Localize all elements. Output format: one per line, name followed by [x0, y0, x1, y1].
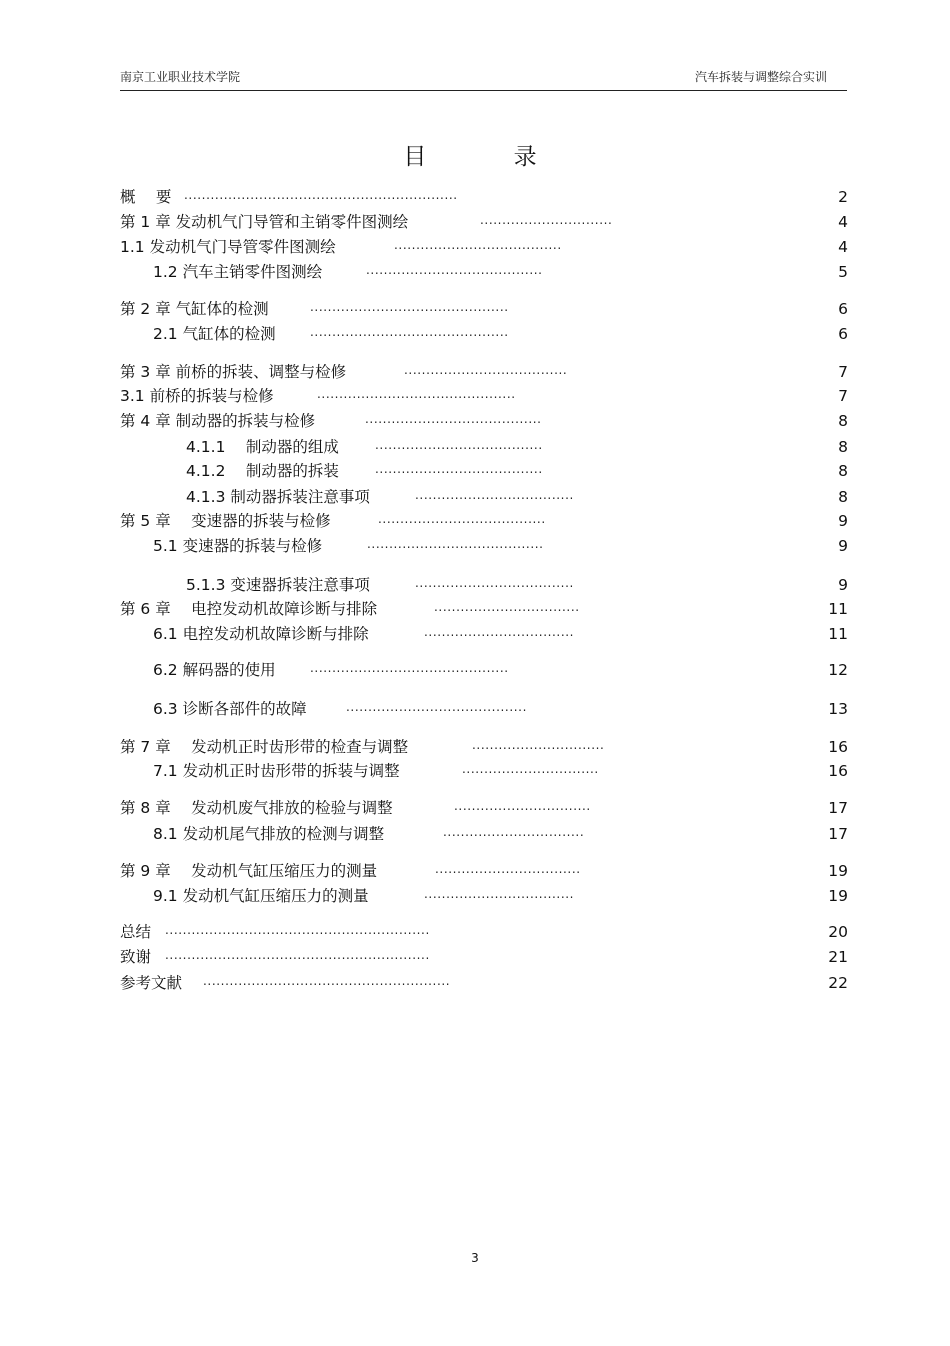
toc-entry-label: 第 4 章 制动器的拆装与检修 — [120, 412, 316, 430]
toc-entry-label: 参考文献 — [120, 974, 183, 992]
toc-entry-label: 第 1 章 发动机气门导管和主销零件图测绘 — [120, 213, 409, 231]
toc-entry[interactable] — [120, 972, 451, 994]
toc-entry-label: 第 2 章 气缸体的检测 — [120, 300, 269, 318]
toc-entry[interactable] — [120, 736, 605, 758]
toc-entry[interactable] — [120, 921, 430, 943]
toc-entry-label: 第 7 章 发动机正时齿形带的检查与调整 — [120, 738, 409, 756]
toc-entry-page: 19 — [828, 862, 848, 880]
toc-entry-page: 17 — [828, 799, 848, 817]
toc-entry-label: 6.1 电控发动机故障诊断与排除 — [153, 625, 369, 643]
toc-entry[interactable] — [153, 760, 599, 782]
toc-entry[interactable] — [120, 946, 430, 968]
toc-dot-leader: ............................... — [454, 799, 591, 813]
toc-entry[interactable] — [153, 885, 575, 907]
toc-entry[interactable] — [120, 797, 591, 819]
toc-entry-page: 12 — [828, 661, 848, 679]
toc-entry-page: 16 — [828, 762, 848, 780]
toc-dot-leader: ..................................... — [404, 363, 568, 377]
toc-entry-page: 11 — [828, 625, 848, 643]
toc-entry-page: 8 — [838, 462, 848, 480]
toc-dot-leader: ................................ — [443, 825, 585, 839]
toc-entry[interactable] — [186, 460, 543, 482]
toc-entry[interactable] — [120, 298, 509, 320]
toc-entry[interactable] — [186, 574, 574, 596]
toc-entry-page: 8 — [838, 438, 848, 456]
toc-dot-leader: ................................. — [435, 862, 581, 876]
toc-entry[interactable] — [153, 323, 509, 345]
toc-dot-leader: ......................................... — [346, 700, 527, 714]
toc-dot-leader: ........................................................ — [203, 974, 451, 988]
toc-dot-leader: .................................... — [415, 488, 574, 502]
toc-entry-page: 4 — [838, 213, 848, 231]
toc-dot-leader: ........................................ — [365, 412, 542, 426]
toc-dot-leader: ...................................... — [394, 238, 562, 252]
toc-entry-label: 第 8 章 发动机废气排放的检验与调整 — [120, 799, 393, 817]
toc-entry-label: 4.1.2 制动器的拆装 — [186, 462, 339, 480]
toc-entry-label: 4.1.3 制动器拆装注意事项 — [186, 488, 370, 506]
toc-entry-page: 9 — [838, 512, 848, 530]
toc-entry-label: 5.1 变速器的拆装与检修 — [153, 537, 323, 555]
toc-entry-label: 6.3 诊断各部件的故障 — [153, 700, 307, 718]
toc-entry-page: 16 — [828, 738, 848, 756]
toc-entry-page: 9 — [838, 537, 848, 555]
toc-dot-leader: ............................... — [462, 762, 599, 776]
toc-entry-label: 9.1 发动机气缸压缩压力的测量 — [153, 887, 369, 905]
toc-entry-label: 7.1 发动机正时齿形带的拆装与调整 — [153, 762, 400, 780]
toc-entry-label: 1.2 汽车主销零件图测绘 — [153, 263, 323, 281]
page-number: 3 — [471, 1251, 479, 1265]
toc-dot-leader: .................................. — [424, 625, 575, 639]
toc-entry-page: 21 — [828, 948, 848, 966]
toc-entry-page: 8 — [838, 412, 848, 430]
header-course-title: 汽车拆装与调整综合实训 — [694, 70, 827, 84]
toc-entry-label: 第 6 章 电控发动机故障诊断与排除 — [120, 600, 378, 618]
toc-entry[interactable] — [120, 361, 568, 383]
toc-entry[interactable] — [153, 823, 585, 845]
toc-entry-page: 8 — [838, 488, 848, 506]
toc-dot-leader: ...................................... — [375, 438, 543, 452]
toc-entry-page: 6 — [838, 300, 848, 318]
toc-entry-label: 总结 — [120, 923, 152, 941]
toc-entry[interactable] — [153, 623, 575, 645]
toc-dot-leader: .............................. — [472, 738, 605, 752]
toc-entry-page: 20 — [828, 923, 848, 941]
toc-entry-page: 6 — [838, 325, 848, 343]
toc-entry-page: 2 — [838, 188, 848, 206]
toc-entry-label: 4.1.1 制动器的组成 — [186, 438, 339, 456]
toc-dot-leader: .................................... — [415, 576, 574, 590]
toc-entry[interactable] — [120, 410, 542, 432]
toc-entry[interactable] — [120, 510, 546, 532]
toc-entry-label: 致谢 — [120, 948, 152, 966]
toc-entry-label: 第 5 章 变速器的拆装与检修 — [120, 512, 331, 530]
toc-entry[interactable] — [120, 860, 581, 882]
toc-entry-page: 9 — [838, 576, 848, 594]
toc-entry-page: 7 — [838, 387, 848, 405]
toc-dot-leader: ............................................. — [310, 661, 509, 675]
toc-dot-leader: ............................................................ — [165, 923, 430, 937]
toc-dot-leader: ............................................. — [317, 387, 516, 401]
toc-entry-label: 概 要 — [120, 188, 172, 206]
header-institution: 南京工业职业技术学院 — [120, 70, 241, 84]
toc-entry-page: 22 — [828, 974, 848, 992]
toc-entry-label: 2.1 气缸体的检测 — [153, 325, 276, 343]
toc-dot-leader: ............................................. — [310, 300, 509, 314]
toc-dot-leader: ................................. — [434, 600, 580, 614]
toc-dot-leader: ........................................ — [367, 537, 544, 551]
toc-entry-label: 8.1 发动机尾气排放的检测与调整 — [153, 825, 385, 843]
toc-entry-page: 5 — [838, 263, 848, 281]
toc-entry-label: 3.1 前桥的拆装与检修 — [120, 387, 274, 405]
toc-entry[interactable] — [153, 698, 527, 720]
toc-entry[interactable] — [120, 598, 580, 620]
toc-entry[interactable] — [120, 211, 613, 233]
toc-entry[interactable] — [186, 436, 543, 458]
toc-dot-leader: .................................. — [424, 887, 575, 901]
toc-entry-page: 11 — [828, 600, 848, 618]
toc-entry-page: 19 — [828, 887, 848, 905]
toc-entry-page: 17 — [828, 825, 848, 843]
toc-entry-page: 4 — [838, 238, 848, 256]
toc-dot-leader: .............................................................. — [184, 188, 458, 202]
toc-entry-label: 第 3 章 前桥的拆装、调整与检修 — [120, 363, 347, 381]
toc-entry-label: 第 9 章 发动机气缸压缩压力的测量 — [120, 862, 378, 880]
toc-entry[interactable] — [120, 186, 458, 208]
toc-dot-leader: ............................................. — [310, 325, 509, 339]
toc-entry[interactable] — [153, 535, 544, 557]
toc-entry[interactable] — [120, 385, 516, 407]
toc-dot-leader: ...................................... — [375, 462, 543, 476]
toc-entry[interactable] — [186, 486, 574, 508]
toc-entry[interactable] — [120, 236, 562, 258]
toc-entry-label: 5.1.3 变速器拆装注意事项 — [186, 576, 370, 594]
toc-entry[interactable] — [153, 659, 509, 681]
toc-entry-label: 6.2 解码器的使用 — [153, 661, 276, 679]
toc-dot-leader: .............................. — [480, 213, 613, 227]
toc-entry-page: 7 — [838, 363, 848, 381]
toc-dot-leader: ............................................................ — [165, 948, 430, 962]
toc-dot-leader: ...................................... — [378, 512, 546, 526]
toc-dot-leader: ........................................ — [366, 263, 543, 277]
toc-entry-page: 13 — [828, 700, 848, 718]
toc-entry[interactable] — [153, 261, 543, 283]
toc-title: 目 录 — [403, 144, 577, 170]
toc-entry-label: 1.1 发动机气门导管零件图测绘 — [120, 238, 336, 256]
